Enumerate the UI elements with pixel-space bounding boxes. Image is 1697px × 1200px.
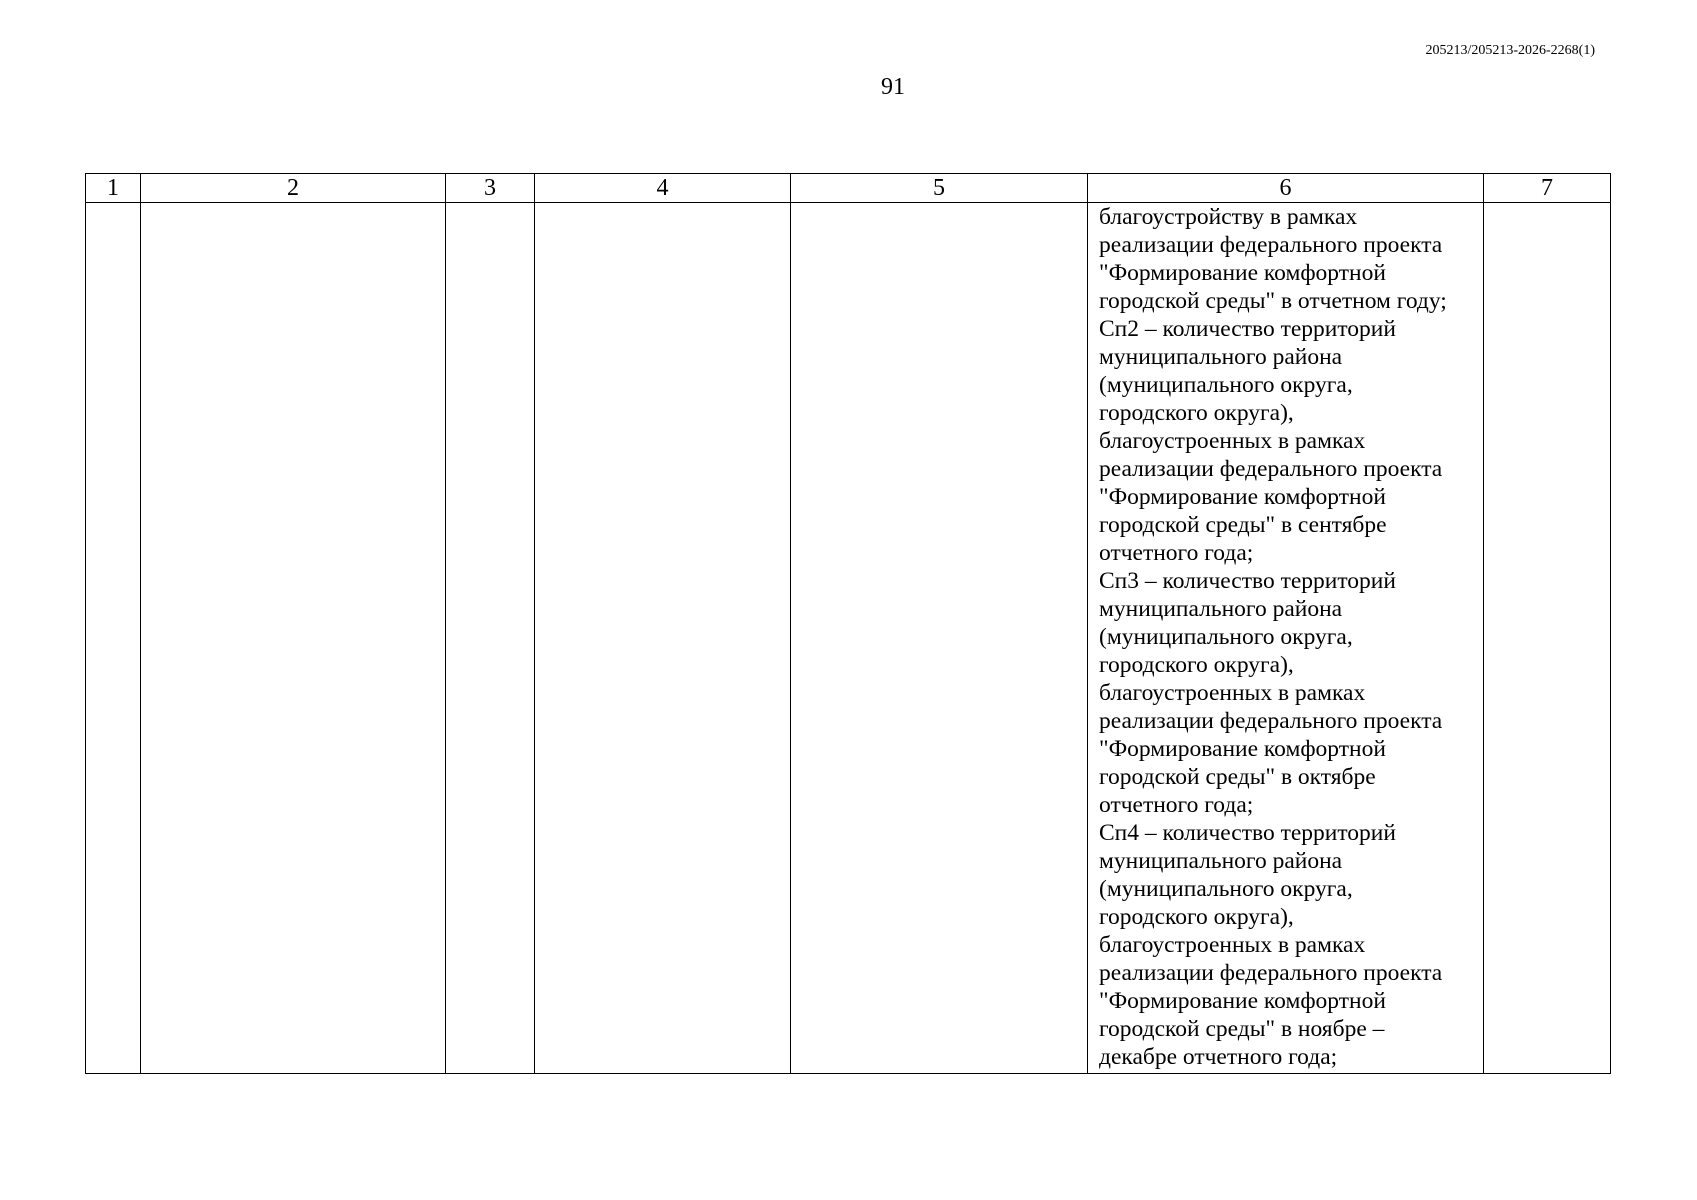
text-line: благоустроенных в рамках: [1099, 428, 1366, 454]
text-line: (муниципального округа,: [1099, 372, 1353, 398]
text-line: реализации федерального проекта: [1099, 960, 1443, 986]
column-header-2: 2: [141, 174, 446, 203]
text-line: (муниципального округа,: [1099, 624, 1353, 650]
text-line: реализации федерального проекта: [1099, 708, 1443, 734]
document-id: 205213/205213-2026-2268(1): [1425, 43, 1595, 58]
text-line: отчетного года;: [1099, 792, 1254, 818]
text-line: благоустроенных в рамках: [1099, 932, 1366, 958]
cell-col-2: [141, 203, 446, 1074]
cell-col-1: [86, 203, 141, 1074]
column-header-4: 4: [535, 174, 791, 203]
table-row: [86, 203, 1611, 1074]
page-number: 91: [881, 74, 905, 100]
text-line: городского округа),: [1099, 904, 1294, 930]
column-header-6: 6: [1088, 174, 1484, 203]
cell-col-5: [791, 203, 1088, 1074]
text-line: муниципального района: [1099, 848, 1343, 874]
cell-col-3: [446, 203, 535, 1074]
text-line: Сп3 – количество территорий: [1099, 568, 1396, 594]
text-line: муниципального района: [1099, 596, 1343, 622]
text-line: "Формирование комфортной: [1099, 736, 1386, 762]
text-line: городской среды" в ноябре –: [1099, 1016, 1385, 1042]
text-line: благоустроенных в рамках: [1099, 680, 1366, 706]
header-row: [86, 174, 1611, 203]
text-line: Сп4 – количество территорий: [1099, 820, 1396, 846]
table-container: [85, 173, 1610, 1074]
text-line: "Формирование комфортной: [1099, 484, 1386, 510]
text-line: Сп2 – количество территорий: [1099, 316, 1396, 342]
text-line: реализации федерального проекта: [1099, 232, 1443, 258]
text-line: городского округа),: [1099, 400, 1294, 426]
column-header-7: 7: [1484, 174, 1611, 203]
column-header-3: 3: [446, 174, 535, 203]
text-line: городской среды" в сентябре: [1099, 512, 1387, 538]
text-line: "Формирование комфортной: [1099, 260, 1386, 286]
text-line: реализации федерального проекта: [1099, 456, 1443, 482]
cell-col-7: [1484, 203, 1611, 1074]
data-table: [85, 173, 1611, 1074]
text-line: муниципального района: [1099, 344, 1343, 370]
text-line: декабре отчетного года;: [1099, 1044, 1338, 1070]
text-line: городской среды" в октябре: [1099, 764, 1376, 790]
column-header-1: 1: [86, 174, 141, 203]
text-line: (муниципального округа,: [1099, 876, 1353, 902]
text-line: благоустройству в рамках: [1099, 204, 1358, 230]
text-line: отчетного года;: [1099, 540, 1254, 566]
text-line: "Формирование комфортной: [1099, 988, 1386, 1014]
text-line: городской среды" в отчетном году;: [1099, 288, 1447, 314]
cell-col-6-text: [1088, 203, 1483, 1071]
text-line: городского округа),: [1099, 652, 1294, 678]
column-header-5: 5: [791, 174, 1088, 203]
cell-col-6: [1088, 203, 1484, 1074]
cell-col-4: [535, 203, 791, 1074]
